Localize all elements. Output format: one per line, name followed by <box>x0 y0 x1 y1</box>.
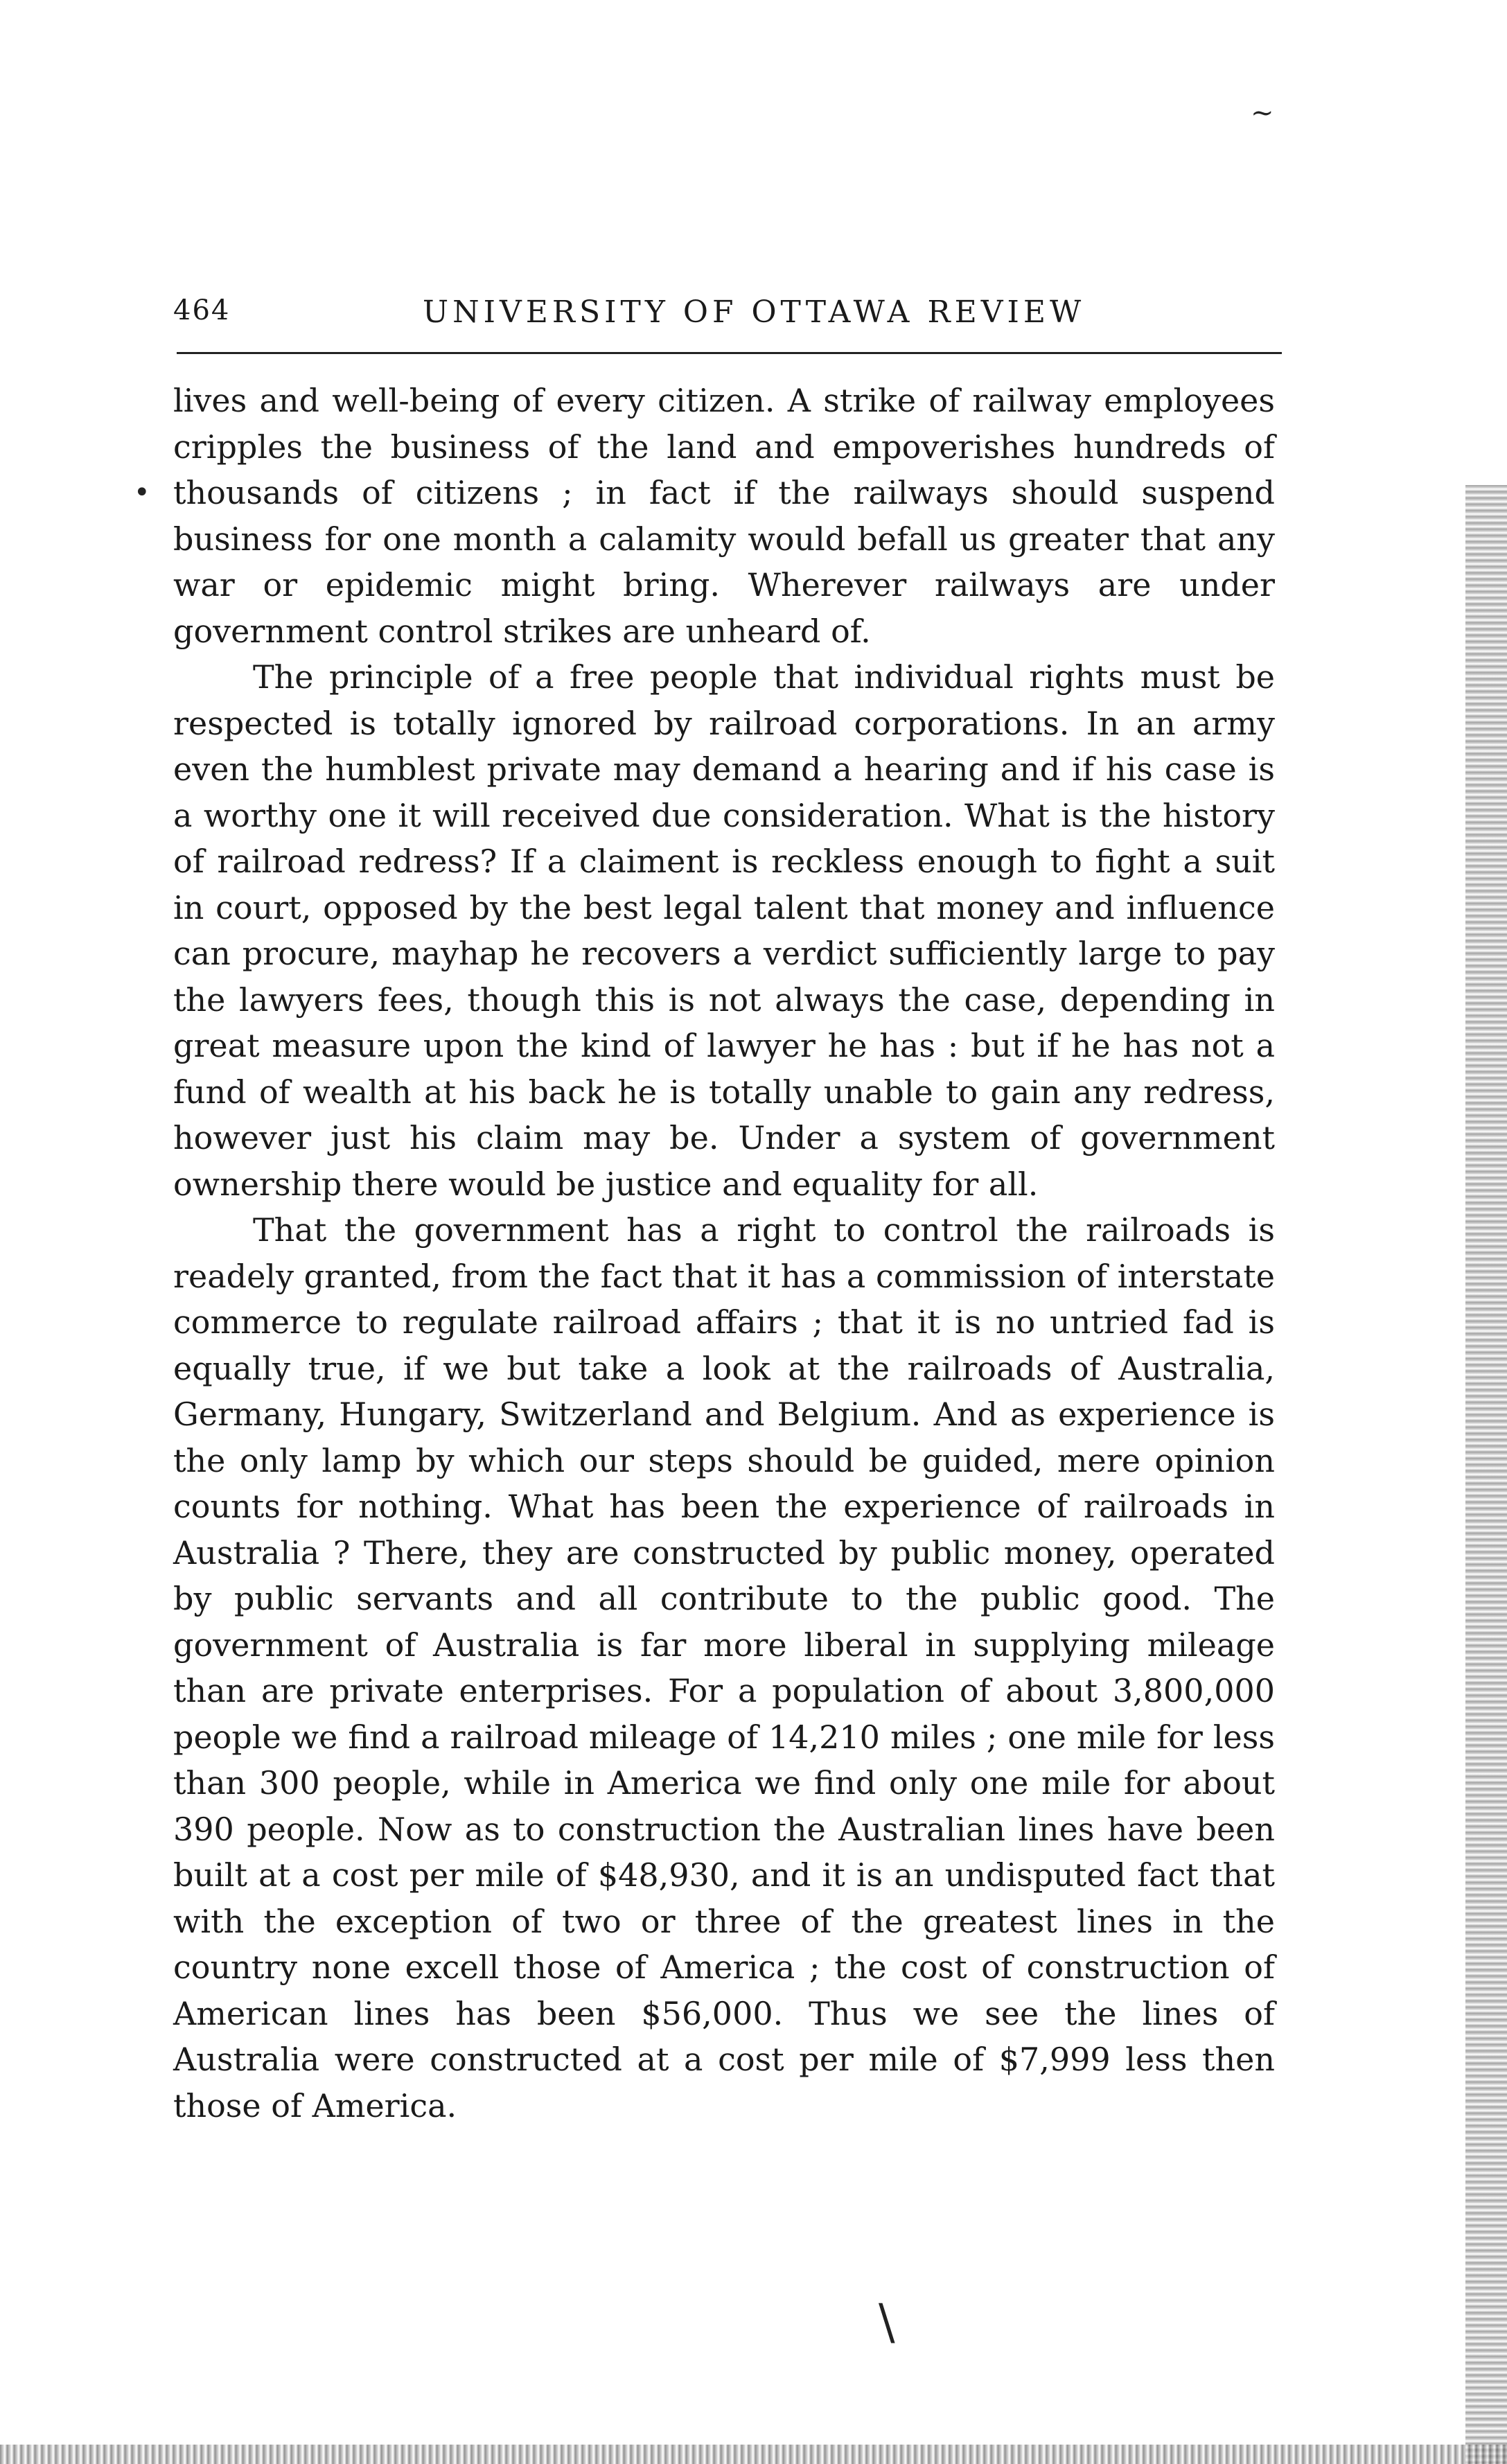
stray-mark-left: • <box>134 477 150 509</box>
page-number: 464 <box>173 294 231 326</box>
stray-mark-top: ~ <box>1251 97 1274 129</box>
header-rule <box>177 352 1282 354</box>
running-head: UNIVERSITY OF OTTAWA REVIEW <box>423 294 1086 330</box>
paragraph-3: That the government has a right to control the railroads is readely granted, from the fact that it has a commission of interstate commerce to regulate railroad affairs ; that it is no untried fad is equally true, if we but take a look at the railroads of Australia, Germany, Hungary, Switzerland and Belgium. And as experience is the only lamp by which our steps should be guided, mere opinion counts for nothing. What has been the experience of railroads in Australia ? There, they are constructed by public money, operated by public servants and all contribute to the public good. The government of Australia is far more liberal in supplying mileage than are private enterprises. For a population of about 3,800,000 people we find a railroad mileage of 14,210 miles ; one mile for less than 300 people, while in America we find only one mile for about 390 people. Now as to construction the Australian lines have been built at a cost per mile of $48,930, and it is an undisputed fact that with the exception of two or three of the greatest lines in the country none excell those of America ; the cost of construction of American lines has been $56,000. Thus we see the lines of Australia were constructed at a cost per mile of $7,999 less then those of America. <box>173 1211 1275 2124</box>
body-text <box>173 378 1275 2129</box>
page-header <box>173 294 1275 336</box>
paragraph-2: The principle of a free people that individual rights must be respected is totally ignored by railroad corporations. In an army even the humblest private may demand a hearing and if his case is a worthy one it will received due consideration. What is the history of railroad redress? If a claiment is reckless enough to fight a suit in court, opposed by the best legal talent that money and influence can procure, mayhap he recovers a verdict sufficiently large to pay the lawyers fees, though this is not always the case, depending in great measure upon the kind of lawyer he has : but if he has not a fund of wealth at his back he is totally unable to gain any redress, however just his claim may be. Under a system of government ownership there would be justice and equality for all. <box>173 658 1275 1203</box>
page-edge-right <box>1465 485 1507 2464</box>
stray-mark-bottom: \ <box>879 2294 895 2350</box>
page-edge-bottom <box>0 2445 1507 2464</box>
paragraph-1: lives and well-being of every citizen. A strike of railway employees cripples the business of the land and empoverishes hundreds of thousands of citizens ; in fact if the railways should suspend business for one month a calamity would befall us greater that any war or epidemic might bring. Wherever railways are under government control strikes are unheard of. <box>173 382 1275 650</box>
